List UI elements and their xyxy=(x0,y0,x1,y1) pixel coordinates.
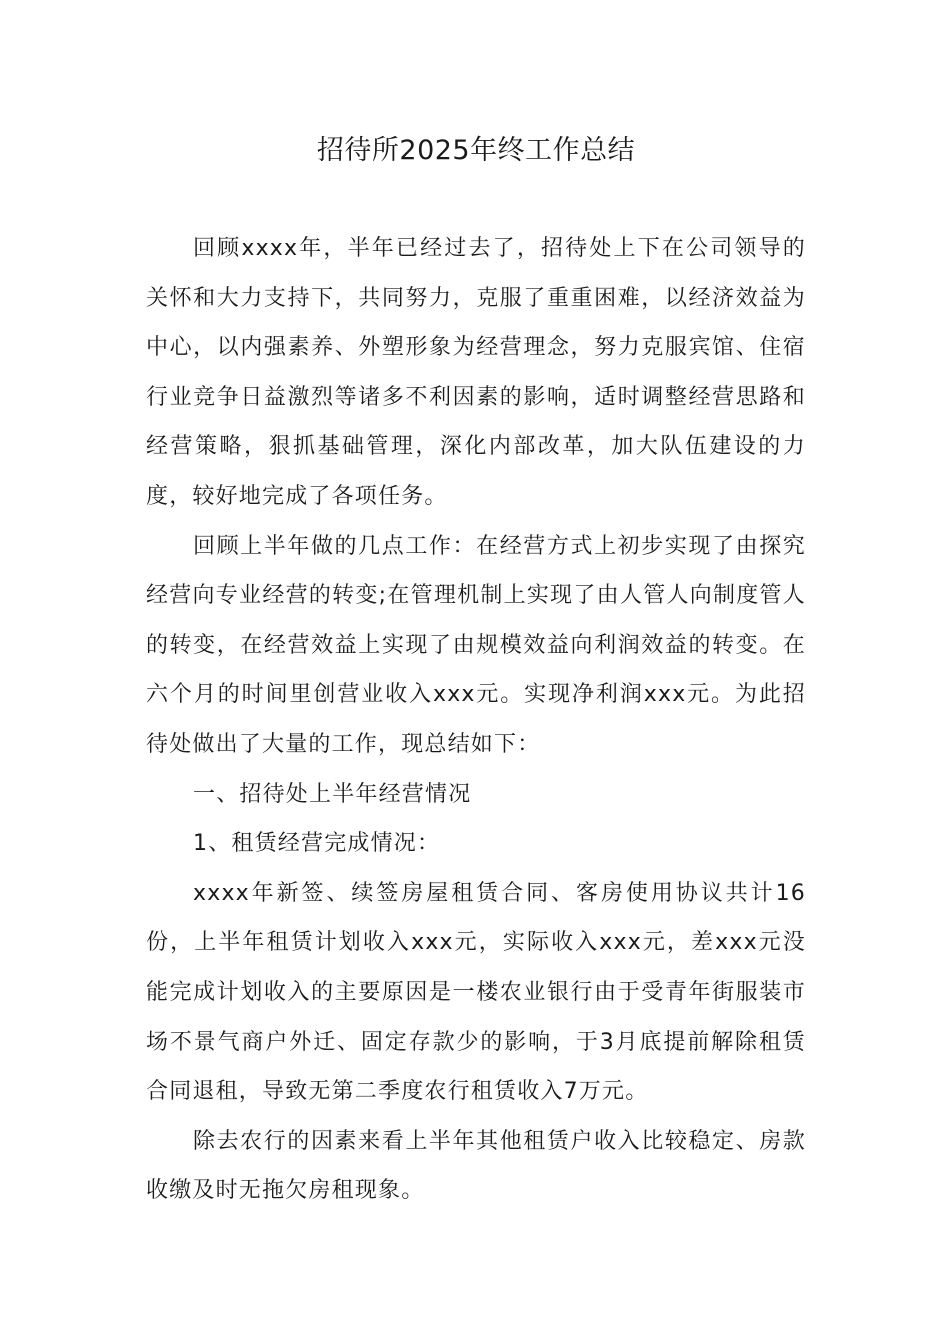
subsection-heading: 1、租赁经营完成情况： xyxy=(193,831,441,857)
document-body xyxy=(146,224,806,1216)
section-heading: 一、招待处上半年经营情况 xyxy=(193,781,472,807)
paragraph-work-summary: 回顾上半年做的几点工作：在经营方式上初步实现了由探究经营向专业经营的转变;在管理机制上实现了由人管人向制度管人的转变，在经营效益上实现了由规模效益向利润效益的转变。在六个月的时间里创营业收入xxx元。实现净利润xxx元。为此招待处做出了大量的工作，现总结如下： xyxy=(146,533,806,757)
paragraph-review-intro: 回顾xxxx年，半年已经过去了，招待处上下在公司领导的关怀和大力支持下，共同努力，克服了重重困难，以经济效益为中心，以内强素养、外塑形象为经营理念，努力克服宾馆、住宿行业竞争日益激烈等诸多不利因素的影响，适时调整经营思路和经营策略，狠抓基础管理，深化内部改革，加大队伍建设的力度，较好地完成了各项任务。 xyxy=(146,236,806,509)
paragraph-lease-details: xxxx年新签、续签房屋租赁合同、客房使用协议共计16份，上半年租赁计划收入xxx元，实际收入xxx元，差xxx元没能完成计划收入的主要原因是一楼农业银行由于受青年街服装市场不景气商户外迁、固定存款少的影响，于3月底提前解除租赁合同退租，导致无第二季度农行租赁收入7万元。 xyxy=(146,880,806,1105)
document-title: 招待所2025年终工作总结 xyxy=(316,135,636,166)
paragraph-other-tenants: 除去农行的因素来看上半年其他租赁户收入比较稳定、房款收缴及时无拖欠房租现象。 xyxy=(146,1128,806,1204)
